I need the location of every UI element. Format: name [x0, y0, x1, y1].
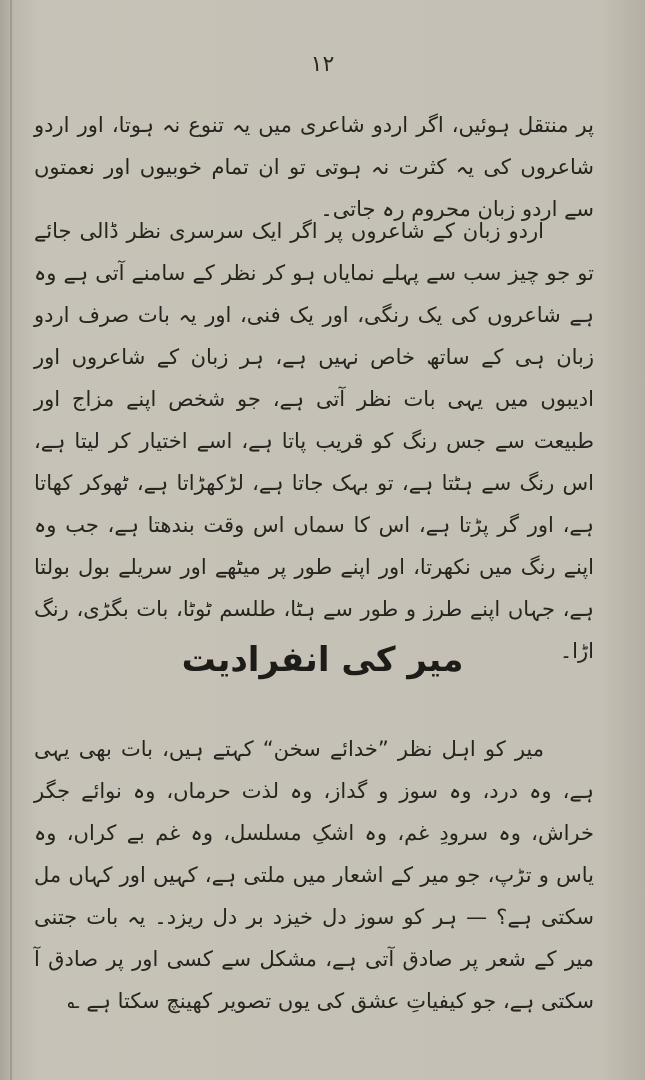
- paragraph-3: [34, 728, 594, 1022]
- section-heading: میر کی انفرادیت: [181, 640, 464, 680]
- paragraph-1-text: پر منتقل ہوئیں، اگر اردو شاعری میں یہ تنوع نہ ہوتا، اور اردو شاعروں کی یہ کثرت نہ ہوتی تو ان تمام خوبیوں اور نعمتوں سے اردو زبان محروم رہ جاتی۔: [34, 113, 594, 221]
- page-number: ۱۲: [310, 52, 335, 77]
- paragraph-3-text: میر کو اہل نظر ”خدائے سخن“ کہتے ہیں، بات بھی یہی ہے، وہ درد، وہ سوز و گداز، وہ لذت حرماں، وہ نوائے جگر خراش، وہ سرودِ غم، وہ اشکِ مسلسل، وہ غم بے کراں، وہ یاس و تڑپ، جو میر کے اشعار میں ملتی ہے، کہیں اور کہاں مل سکتی ہے؟ — ہر کو سوز دل خیزد بر دل ریزد۔ یہ بات جتنی میر کے شعر پر صادق آتی ہے، مشکل سے کسی اور پر صادق آ سکتی ہے، جو کیفیاتِ عشق کی یوں تصویر کھینچ سکتا ہے ؎: [34, 737, 594, 1013]
- page-gutter-line: [10, 0, 12, 1080]
- paragraph-2-text: اردو زبان کے شاعروں پر اگر ایک سرسری نظر ڈالی جائے تو جو چیز سب سے پہلے نمایاں ہو کر نظر کے سامنے آتی ہے وہ ہے شاعروں کی یک رنگی، اور یک فنی، اور یہ بات صرف اردو زبان ہی کے ساتھ خاص نہیں ہے، ہر زبان کے شاعروں اور ادیبوں میں یہی بات نظر آتی ہے، جو شخص اپنے مزاج اور طبیعت سے جس رنگ کو قریب پاتا ہے، اسے اختیار کر لیتا ہے، اس رنگ سے ہٹتا ہے، تو بہک جاتا ہے، لڑکھڑاتا ہے، ٹھوکر کھاتا ہے، اور گر پڑتا ہے، اس کا سماں اس وقت بندھتا ہے، جب وہ اپنے رنگ میں نکھرتا، اور اپنے طور پر میٹھے اور سریلے بول بولتا ہے، جہاں اپنے طرز و طور سے ہٹا، طلسم ٹوٹا، بات بگڑی، رنگ اڑا۔: [34, 219, 594, 663]
- paragraph-2: [34, 210, 594, 672]
